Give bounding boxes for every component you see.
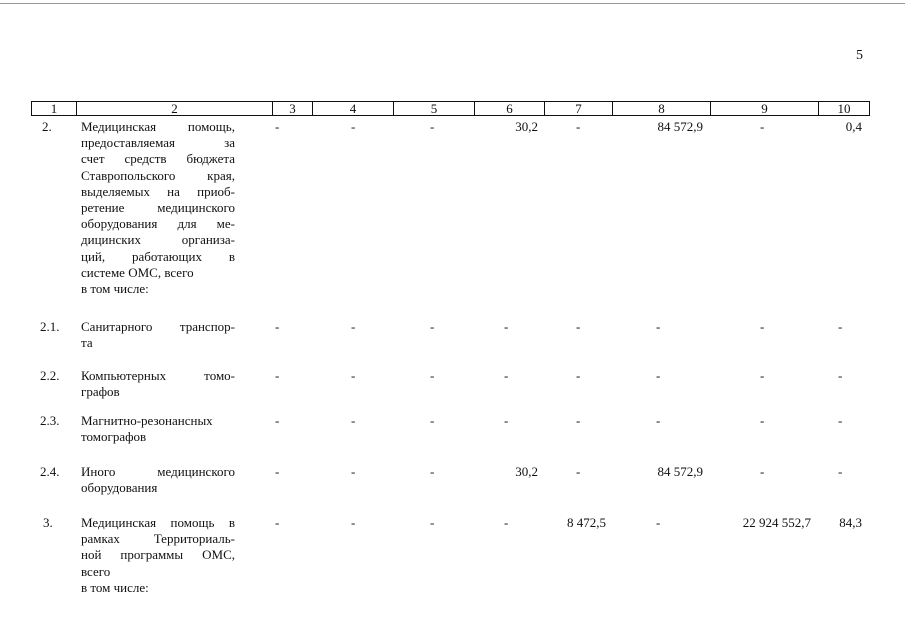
cell-col-3: - — [275, 464, 280, 479]
row-number: 2. — [42, 119, 52, 134]
row-name — [81, 464, 235, 496]
cell-col-6: - — [504, 319, 509, 334]
header-col-4: 4 — [313, 102, 394, 115]
row-name-line: ретение медицинского — [81, 199, 235, 215]
row-name-line: Компьютерных томо- — [81, 368, 235, 383]
cell-col-5: - — [430, 464, 435, 479]
header-col-6: 6 — [475, 102, 545, 115]
cell-col-4: - — [351, 368, 356, 383]
row-name-line: графов — [81, 384, 120, 400]
row-name-line: ций, работающих в — [81, 248, 235, 264]
row-name-line: Медицинская помощь, — [81, 119, 235, 134]
header-col-8: 8 — [613, 102, 711, 115]
cell-col-10: - — [838, 368, 843, 383]
cell-col-4: - — [351, 319, 356, 334]
cell-col-9: - — [760, 119, 765, 134]
cell-col-10: - — [838, 464, 843, 479]
row-name-line: счет средств бюджета — [81, 151, 235, 167]
row-name-line: ной программы ОМС, — [81, 547, 235, 563]
cell-col-8: - — [656, 319, 661, 334]
cell-col-7: - — [576, 119, 581, 134]
cell-col-4: - — [351, 515, 356, 530]
cell-col-9: - — [760, 464, 765, 479]
cell-col-5: - — [430, 515, 435, 530]
cell-col-4: - — [351, 413, 356, 428]
row-name-line: в том числе: — [81, 280, 149, 296]
row-number: 2.2. — [40, 368, 60, 383]
cell-col-7: - — [576, 464, 581, 479]
cell-col-4: - — [351, 119, 356, 134]
cell-col-5: - — [430, 368, 435, 383]
cell-col-8: 84 572,9 — [657, 119, 703, 134]
row-name — [81, 515, 235, 596]
cell-col-3: - — [275, 119, 280, 134]
cell-col-10: 0,4 — [845, 119, 862, 134]
row-name-line: Санитарного транспор- — [81, 319, 235, 334]
cell-col-8: - — [656, 413, 661, 428]
row-number: 2.3. — [40, 413, 60, 428]
cell-col-6: - — [504, 515, 509, 530]
row-name-line: в том числе: — [81, 579, 149, 595]
row-name-line: Медицинская помощь в — [81, 515, 235, 530]
cell-col-5: - — [430, 319, 435, 334]
row-name-line: томографов — [81, 429, 147, 445]
cell-col-9: 22 924 552,7 — [742, 515, 811, 530]
cell-col-6: 30,2 — [515, 464, 538, 479]
page-number: 5 — [856, 48, 863, 63]
cell-col-7: - — [576, 368, 581, 383]
cell-col-9: - — [760, 413, 765, 428]
row-name-line: всего — [81, 563, 111, 579]
header-col-3: 3 — [273, 102, 313, 115]
cell-col-5: - — [430, 119, 435, 134]
header-col-10: 10 — [837, 101, 851, 116]
cell-col-9: - — [760, 319, 765, 334]
table-header-row — [31, 101, 870, 116]
row-number: 2.4. — [40, 464, 60, 479]
row-number: 3. — [43, 515, 53, 530]
header-col-9: 9 — [711, 102, 819, 115]
row-name-line: Ставропольского края, — [81, 167, 235, 183]
cell-col-4: - — [351, 464, 356, 479]
cell-col-8: - — [656, 368, 661, 383]
row-number: 2.1. — [40, 319, 60, 334]
row-name-line: та — [81, 335, 93, 351]
cell-col-7: 8 472,5 — [567, 515, 606, 530]
row-name-line: Иного медицинского — [81, 464, 235, 479]
cell-col-10: - — [838, 413, 843, 428]
row-name-line: дицинских организа- — [81, 232, 235, 248]
cell-col-6: - — [504, 368, 509, 383]
row-name-line: оборудования для ме- — [81, 216, 235, 232]
cell-col-5: - — [430, 413, 435, 428]
cell-col-8: 84 572,9 — [657, 464, 703, 479]
row-name — [81, 319, 235, 351]
header-col-2: 2 — [77, 102, 273, 115]
header-col-1: 1 — [32, 102, 77, 115]
cell-col-3: - — [275, 413, 280, 428]
row-name — [81, 413, 235, 445]
row-name-line: выделяемых на приоб- — [81, 183, 235, 199]
cell-col-3: - — [275, 368, 280, 383]
header-col-5: 5 — [394, 102, 475, 115]
row-name — [81, 368, 235, 400]
row-name-line: оборудования — [81, 480, 158, 496]
cell-col-10: 84,3 — [839, 515, 862, 530]
cell-col-7: - — [576, 319, 581, 334]
cell-col-6: - — [504, 413, 509, 428]
cell-col-3: - — [275, 319, 280, 334]
row-name-line: системе ОМС, всего — [81, 264, 194, 280]
row-name-line: Магнитно-резонансных — [81, 413, 213, 428]
cell-col-7: - — [576, 413, 581, 428]
header-col-7: 7 — [545, 102, 613, 115]
row-name-line: рамках Территориаль- — [81, 531, 235, 547]
row-name — [81, 119, 235, 297]
cell-col-9: - — [760, 368, 765, 383]
cell-col-6: 30,2 — [515, 119, 538, 134]
cell-col-8: - — [656, 515, 661, 530]
cell-col-10: - — [838, 319, 843, 334]
cell-col-3: - — [275, 515, 280, 530]
row-name-line: предоставляемая за — [81, 135, 235, 151]
top-rule — [0, 3, 905, 4]
